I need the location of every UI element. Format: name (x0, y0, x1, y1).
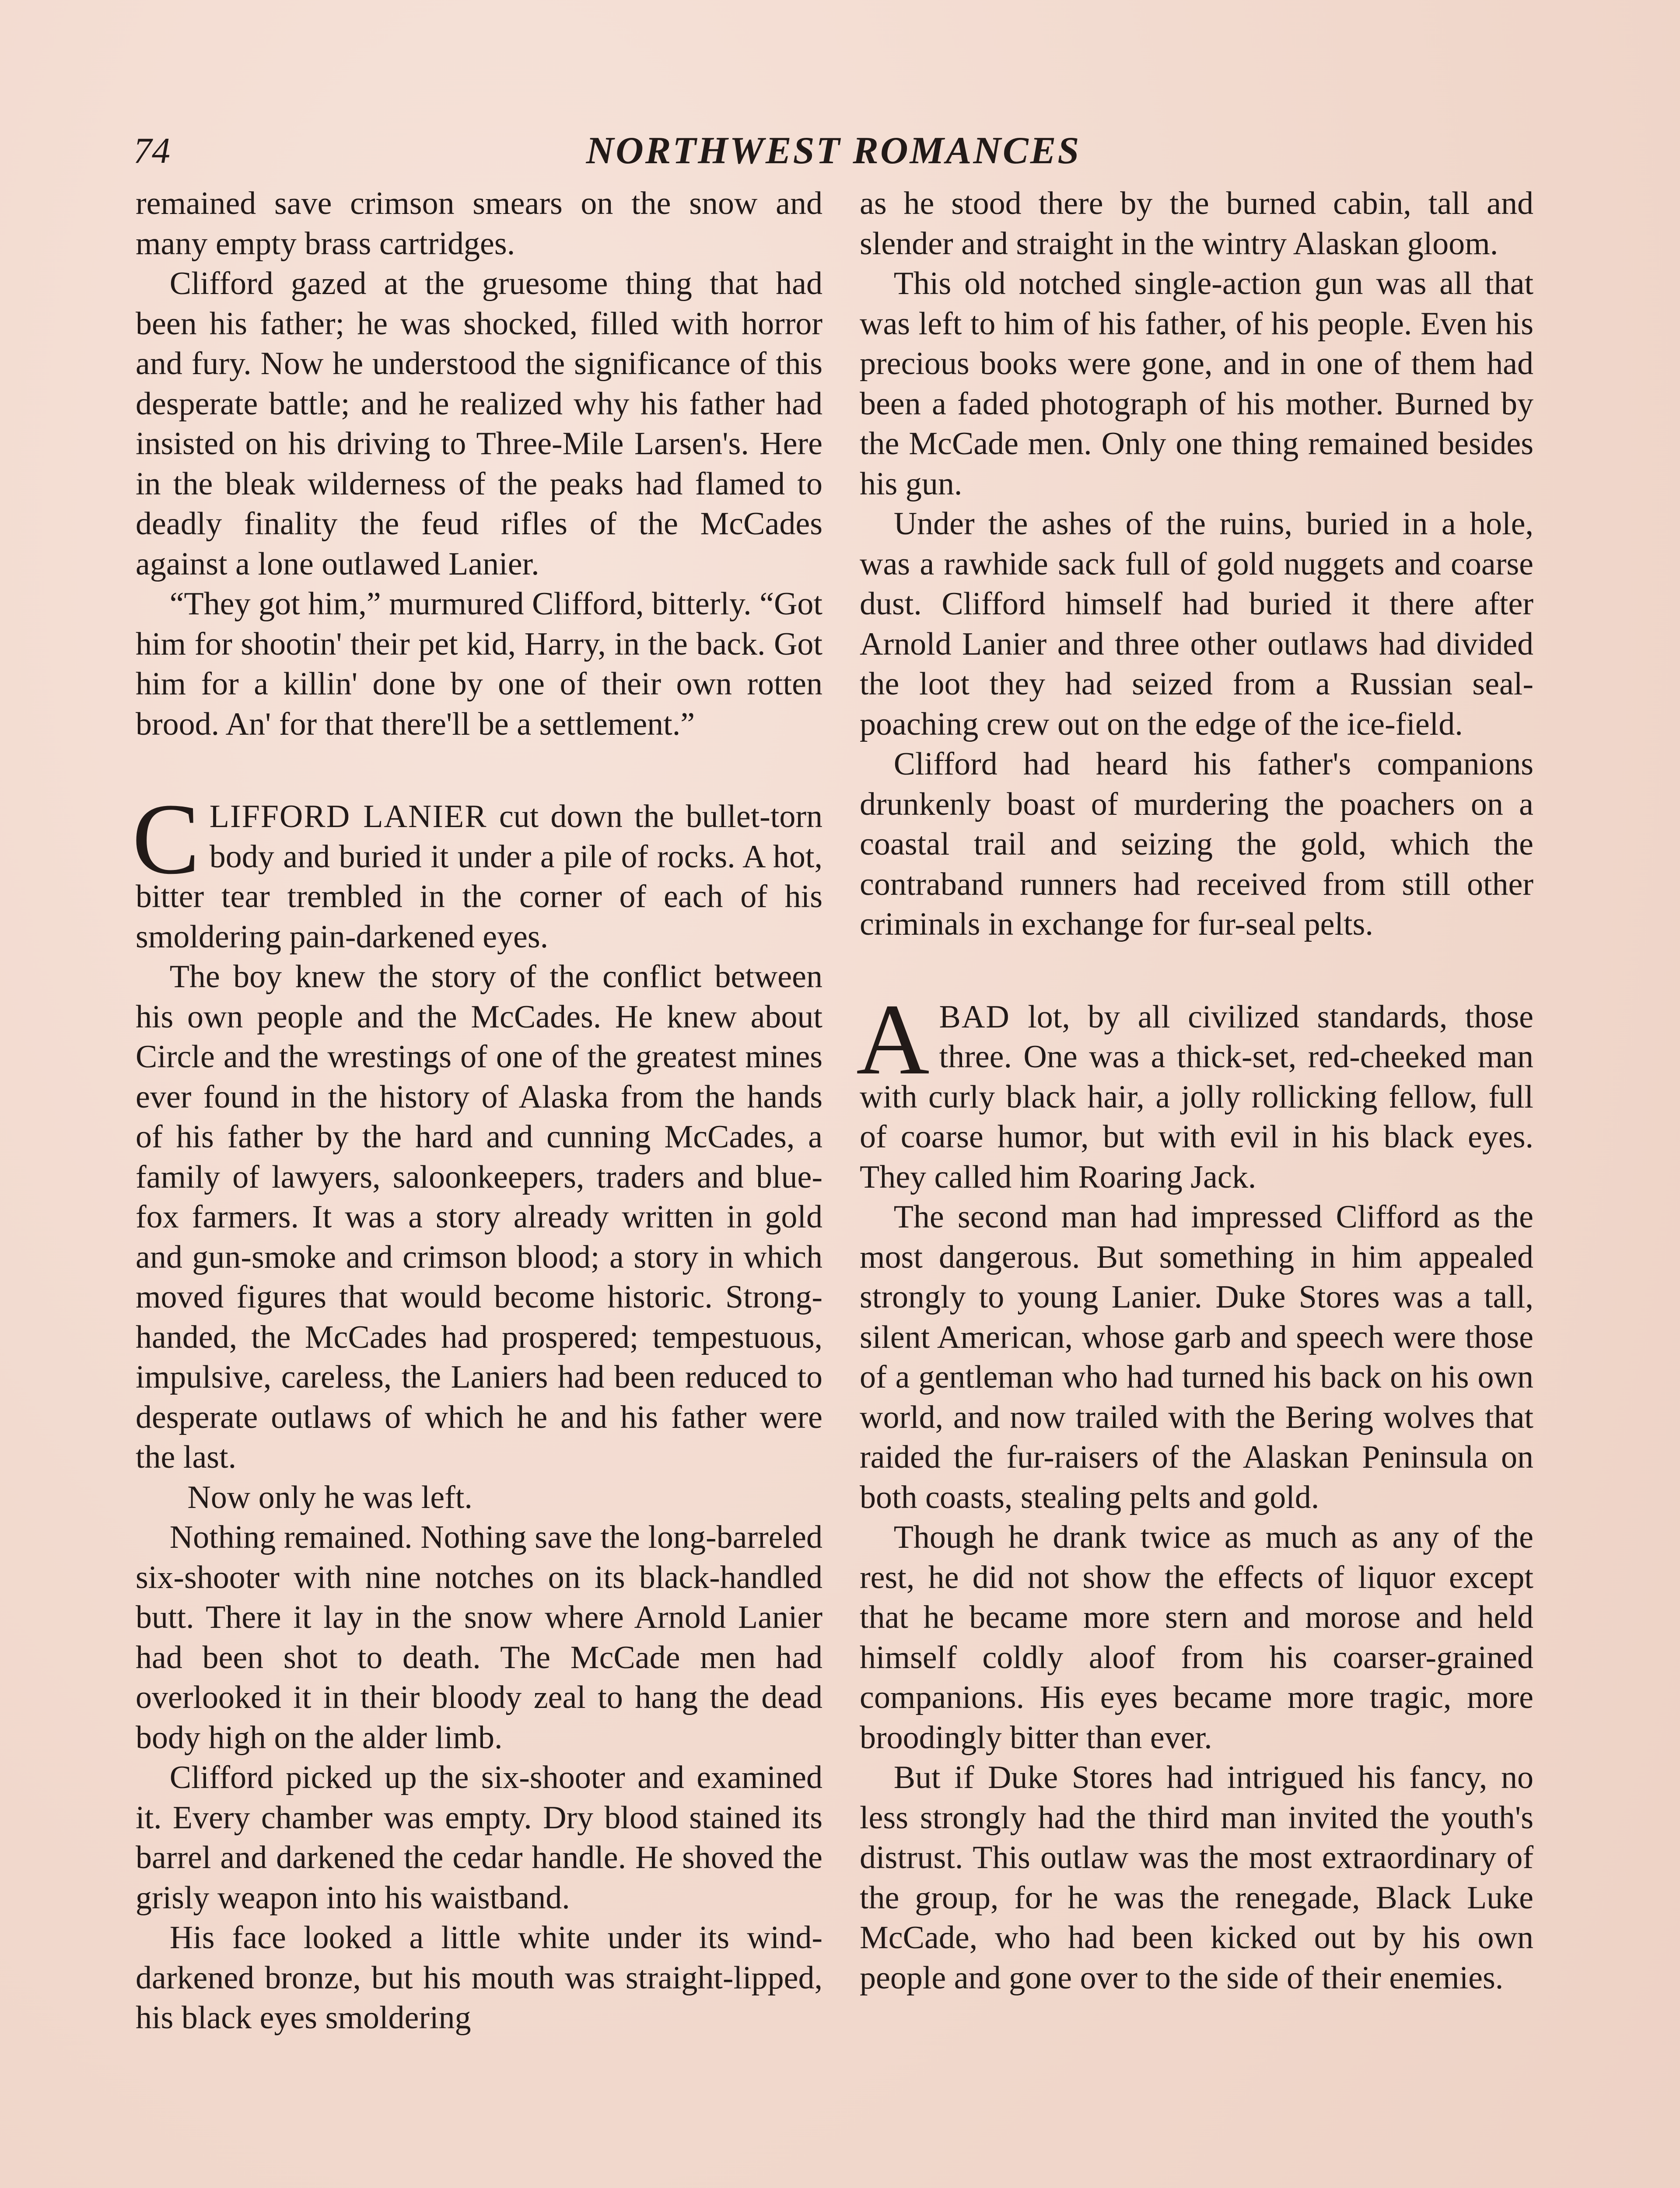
lead-in-text: LIFFORD LANIER (209, 799, 487, 835)
page-number: 74 (133, 130, 170, 171)
paragraph: Clifford picked up the six-shooter and examined it. Every chamber was empty. Dry blood stained its barrel and darkened the cedar handle. He shoved the grisly weapon into his waistband. (136, 1760, 822, 1916)
paragraph: Clifford had heard his father's companions drunkenly boast of murdering the poachers on a coastal trail and seizing the gold, which the contraband runners had received from still other criminals in exchange for fur-seal pelts. (860, 746, 1533, 942)
drop-cap: A (856, 983, 930, 1096)
paragraph: Though he drank twice as much as any of the rest, he did not show the effects of liquor except that he became more stern and morose and held himself coldly aloof from his coarser-grained companions. His eyes became more tragic, more broodingly bitter than ever. (860, 1519, 1533, 1756)
paragraph: remained save crimson smears on the snow and many empty brass cartridges. (136, 186, 822, 262)
section-opening-paragraph (856, 983, 1533, 1198)
paragraph: The boy knew the story of the conflict between his own people and the McCades. He knew about Circle and the wrestings of one of the greatest mines ever found in the history of Alaska from the hands of his father by the hard and cunning McCades, a family of lawyers, saloonkeepers, traders and blue-fox farmers. It was a story already written in gold and gun-smoke and crimson blood; a story in which moved figures that would become historic. Strong-handed, the McCades had prospered; tempestuous, impulsive, careless, the Laniers had been reduced to desperate outlaws of which he and his father were the last. (136, 959, 822, 1475)
paragraph: But if Duke Stores had intrigued his fancy, no less strongly had the third man invited the youth's distrust. This outlaw was the most extraordinary of the group, for he was the renegade, Black Luke McCade, who had been kicked out by his own people and gone over to the side of their enemies. (860, 1760, 1533, 1996)
paragraph: Under the ashes of the ruins, buried in a hole, was a rawhide sack full of gold nuggets and coarse dust. Clifford himself had buried it there after Arnold Lanier and three other outlaws had divided the loot they had seized from a Russian seal-poaching crew out on the edge of the ice-field. (860, 506, 1533, 742)
magazine-title: NORTHWEST ROMANCES (586, 130, 1081, 172)
section-opening-paragraph (132, 783, 822, 957)
paragraph: “They got him,” murmured Clifford, bitterly. “Got him for shootin' their pet kid, Harry, in the back. Got him for a killin' done by one of their own rotten brood. An' for that there'll be a settlement.” (136, 586, 822, 742)
paragraph: This old notched single-action gun was all that was left to him of his father, of his people. Even his precious books were gone, and in one of them had been a faded photograph of his mother. Burned by the McCade men. Only one thing remained besides his gun. (860, 266, 1533, 502)
paragraph-text: lot, by all civilized standards, those three. One was a thick-set, red-cheeked man with curly black hair, a jolly rollicking fellow, full of coarse humor, but with evil in his black eyes. They called him Roaring Jack. (860, 999, 1533, 1195)
paragraph: His face looked a little white under its wind-darkened bronze, but his mouth was straight-lipped, his black eyes smoldering (136, 1920, 822, 2036)
paragraph-text: cut down the bullet-torn body and buried it under a pile of rocks. A hot, bitter tear trembled in the corner of each of his smoldering pain-darkened eyes. (136, 799, 822, 955)
left-column (132, 184, 822, 2038)
paragraph: Nothing remained. Nothing save the long-barreled six-shooter with nine notches on its black-handled butt. There it lay in the snow where Arnold Lanier had been shot to death. The McCade men had overlooked it in their bloody zeal to hang the dead body high on the alder limb. (136, 1519, 822, 1756)
section-break (136, 744, 822, 797)
right-column (856, 184, 1533, 1998)
section-break (860, 945, 1533, 997)
paragraph: Now only he was left. (187, 1479, 472, 1515)
paragraph: Clifford gazed at the gruesome thing that had been his father; he was shocked, filled with horror and fury. Now he understood the significance of this desperate battle; and he realized why his father had insisted on his driving to Three-Mile Larsen's. Here in the bleak wilderness of the peaks had flamed to deadly finality the feud rifles of the McCades against a lone outlawed Lanier. (136, 266, 822, 582)
lead-in-text: BAD (939, 999, 1010, 1035)
page-header (133, 127, 1533, 175)
drop-cap: C (132, 783, 200, 895)
paragraph: The second man had impressed Clifford as the most dangerous. But something in him appealed strongly to young Lanier. Duke Stores was a tall, silent American, whose garb and speech were those of a gentleman who had turned his back on his own world, and now trailed with the Bering wolves that raided the fur-raisers of the Alaskan Peninsula on both coasts, stealing pelts and gold. (860, 1199, 1533, 1515)
paragraph: as he stood there by the burned cabin, tall and slender and straight in the wintry Alaskan gloom. (860, 186, 1533, 262)
